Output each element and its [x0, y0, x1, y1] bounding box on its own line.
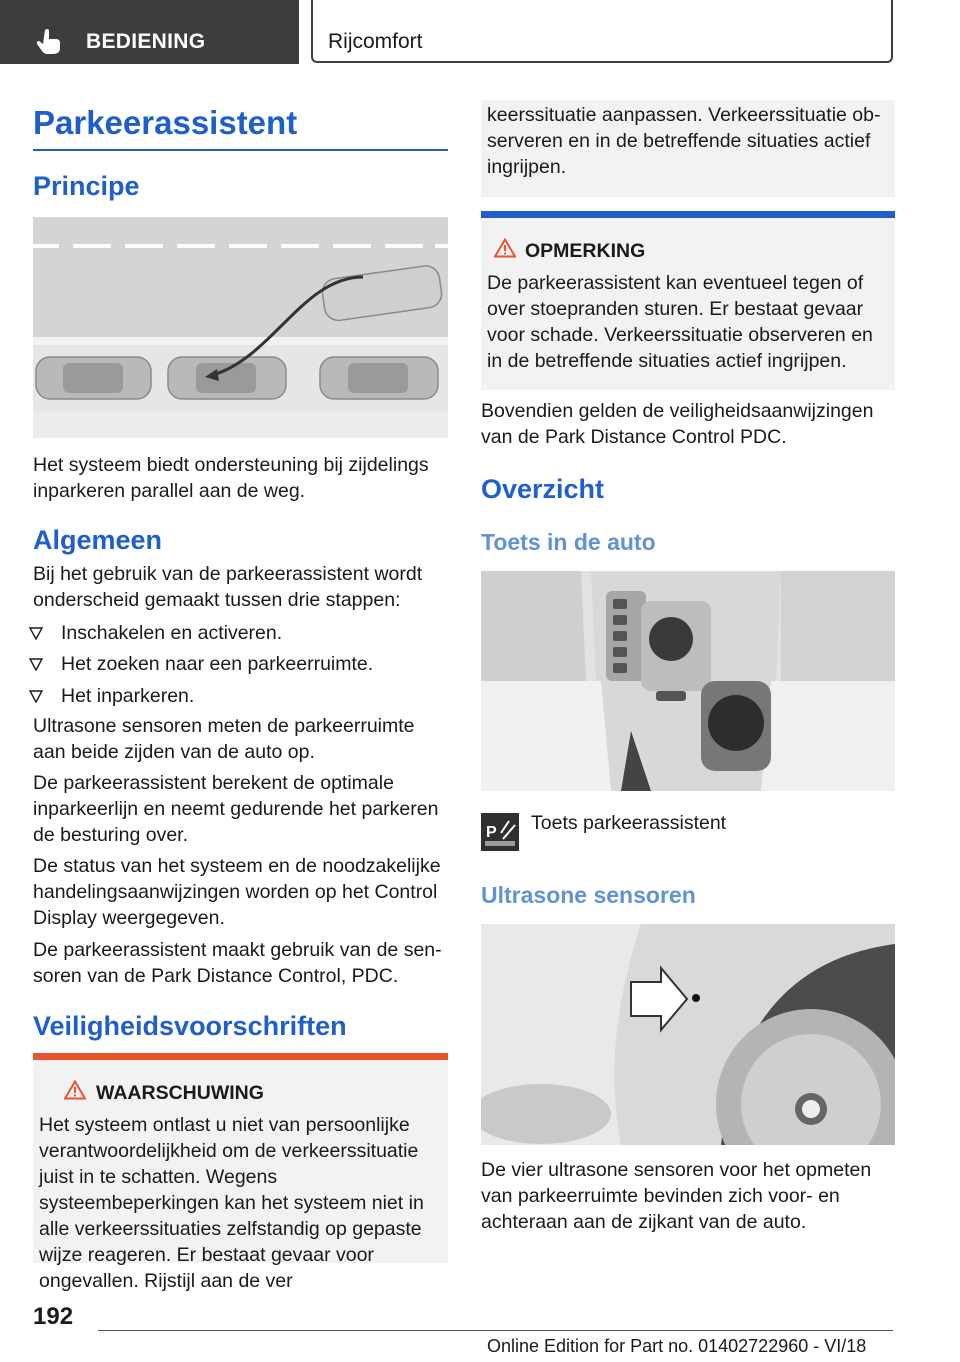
sensoren-heading: Ultrasone sensoren — [481, 882, 696, 908]
principe-heading: Principe — [33, 171, 140, 201]
warning-text: Het systeem ontlast u niet van persoonlijke verantwoordelijkheid om de verkeerssituatie juist in te schatten. Wegens systeembeperkingen kan het systeem niet in alle verkeerssituaties zelfstandig op gepaste wijze reageren. Er bestaat gevaar voor ongevallen. Rijstijl aan de ver — [39, 1114, 424, 1292]
page-title: Parkeerassistent — [33, 104, 448, 151]
section-label: BEDIENING — [86, 30, 206, 53]
note-text: De parkeerassistent kan eventueel tegen of over stoepranden sturen. Er bestaat gevaar voor schade. Verkeerssituatie observeren en in de betreffende situaties actief ingrijpen. — [487, 272, 873, 372]
triangle-bullet-icon — [28, 690, 44, 703]
warning-title: WAARSCHUWING — [96, 1082, 264, 1104]
note-box — [481, 211, 895, 390]
parking-assist-button-icon — [481, 813, 519, 851]
parking-diagram-image — [33, 217, 448, 438]
step-label: Het inparkeren. — [61, 685, 195, 707]
section-tab — [0, 0, 299, 64]
paragraph-calculation: De parkeerassistent berekent de optimale inparkeerlijn en neemt gedurende het parkeren de besturing over. — [33, 772, 439, 846]
warning-text-continued: keerssituatie aanpassen. Verkeerssituatie observeren en in de betreffende situaties actief ingrijpen. — [487, 104, 881, 178]
triangle-bullet-icon — [28, 658, 44, 671]
paragraph-status: De status van het systeem en de noodzakelijke handelingsaanwijzingen worden op het Control Display weergegeven. — [33, 855, 441, 929]
algemeen-intro: Bij het gebruik van de parkeerassistent wordt onderscheid gemaakt tussen drie stappen: — [33, 563, 423, 611]
step-label: Het zoeken naar een parkeerruimte. — [61, 653, 374, 675]
edition-footer: Online Edition for Part no. 01402722960 - VI/18 — [487, 1336, 867, 1356]
paragraph-pdc: De parkeerassistent maakt gebruik van de sensoren van de Park Distance Control, PDC. — [33, 939, 442, 987]
console-button-image — [481, 571, 895, 791]
algemeen-heading: Algemeen — [33, 525, 163, 555]
paragraph-sensors: Ultrasone sensoren meten de parkeerruimte aan beide zijden van de auto op. — [33, 715, 415, 763]
footer-divider — [98, 1330, 893, 1331]
sensoren-text: De vier ultrasone sensoren voor het opmeten van parkeerruimte bevinden zich voor- en achteraan aan de zijkant van de auto. — [481, 1159, 872, 1233]
warning-box-continued — [481, 100, 895, 197]
svg-text:P: P — [486, 824, 497, 841]
step-label: Inschakelen en activeren. — [61, 622, 283, 644]
toets-heading: Toets in de auto — [481, 529, 656, 555]
sensor-location-image — [481, 924, 895, 1145]
veiligheid-heading: Veiligheidsvoorschriften — [33, 1011, 347, 1041]
bovendien-text: Bovendien gelden de veiligheidsaanwijzingen van de Park Distance Control PDC. — [481, 400, 874, 448]
chapter-label: Rijcomfort — [328, 30, 423, 53]
hand-icon — [36, 28, 62, 56]
warning-triangle-icon — [64, 1080, 86, 1100]
note-bar — [481, 211, 895, 218]
page-number: 192 — [33, 1303, 74, 1330]
note-title: OPMERKING — [525, 240, 646, 262]
principe-text: Het systeem biedt ondersteuning bij zijdelings inparkeren parallel aan de weg. — [33, 454, 429, 502]
overzicht-heading: Overzicht — [481, 474, 605, 504]
triangle-bullet-icon — [28, 627, 44, 640]
toets-label: Toets parkeerassistent — [531, 812, 727, 834]
warning-box — [33, 1053, 448, 1292]
warning-bar — [33, 1053, 448, 1060]
warning-triangle-icon — [494, 238, 516, 258]
chapter-tab — [311, 0, 893, 63]
